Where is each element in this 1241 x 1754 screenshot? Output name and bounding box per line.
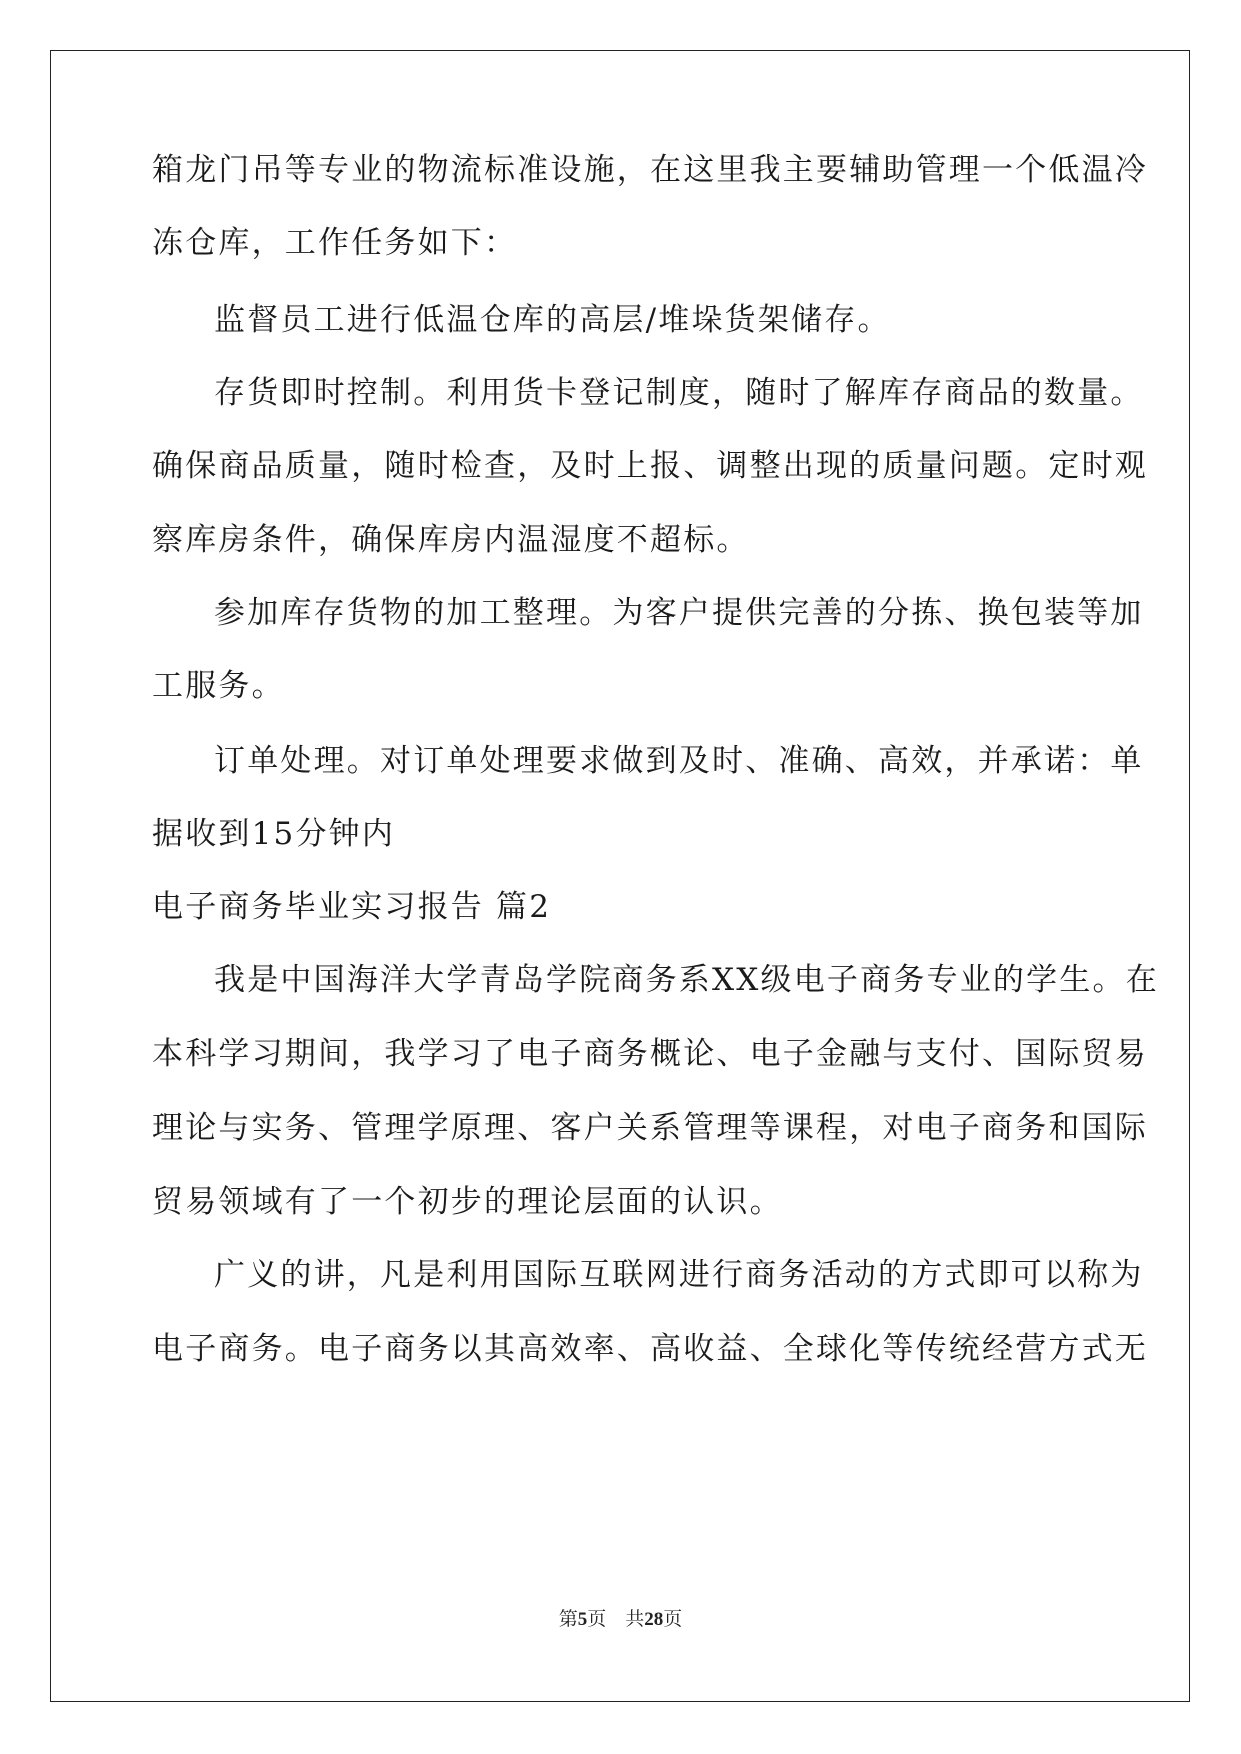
paragraph-7-line-4: 贸易领域有了一个初步的理论层面的认识。 <box>152 1184 783 1220</box>
page-footer <box>0 1604 1241 1631</box>
current-page-number: 5 <box>577 1609 588 1630</box>
paragraph-5-line-2: 据收到15分钟内 <box>152 816 396 852</box>
paragraph-5-line-1: 订单处理。对订单处理要求做到及时、准确、高效，并承诺：单 <box>214 743 1144 779</box>
paragraph-3-line-1: 存货即时控制。利用货卡登记制度，随时了解库存商品的数量。 <box>214 375 1144 411</box>
paragraph-7-line-1: 我是中国海洋大学青岛学院商务系XX级电子商务专业的学生。在 <box>214 962 1159 998</box>
paragraph-7-line-2: 本科学习期间，我学习了电子商务概论、电子金融与支付、国际贸易 <box>152 1036 1148 1072</box>
footer-prefix: 第 <box>558 1609 578 1630</box>
paragraph-1-line-2: 冻仓库，工作任务如下： <box>152 225 518 261</box>
paragraph-3-line-3: 察库房条件，确保库房内温湿度不超标。 <box>152 522 750 558</box>
paragraph-8-line-2: 电子商务。电子商务以其高效率、高收益、全球化等传统经营方式无 <box>152 1331 1148 1367</box>
paragraph-7-line-3: 理论与实务、管理学原理、客户关系管理等课程，对电子商务和国际 <box>152 1110 1148 1146</box>
paragraph-2-line-1: 监督员工进行低温仓库的高层/堆垛货架储存。 <box>214 302 891 338</box>
section-heading: 电子商务毕业实习报告 篇2 <box>152 889 552 925</box>
page-border <box>50 50 1190 1702</box>
paragraph-4-line-2: 工服务。 <box>152 668 285 704</box>
footer-mid: 页 共 <box>587 1609 645 1630</box>
paragraph-3-line-2: 确保商品质量，随时检查，及时上报、调整出现的质量问题。定时观 <box>152 448 1148 484</box>
footer-suffix: 页 <box>663 1609 683 1630</box>
paragraph-4-line-1: 参加库存货物的加工整理。为客户提供完善的分拣、换包装等加 <box>214 595 1144 631</box>
paragraph-1-line-1: 箱龙门吊等专业的物流标准设施，在这里我主要辅助管理一个低温冷 <box>152 152 1148 188</box>
total-page-count: 28 <box>644 1609 664 1630</box>
paragraph-8-line-1: 广义的讲，凡是利用国际互联网进行商务活动的方式即可以称为 <box>214 1257 1144 1293</box>
